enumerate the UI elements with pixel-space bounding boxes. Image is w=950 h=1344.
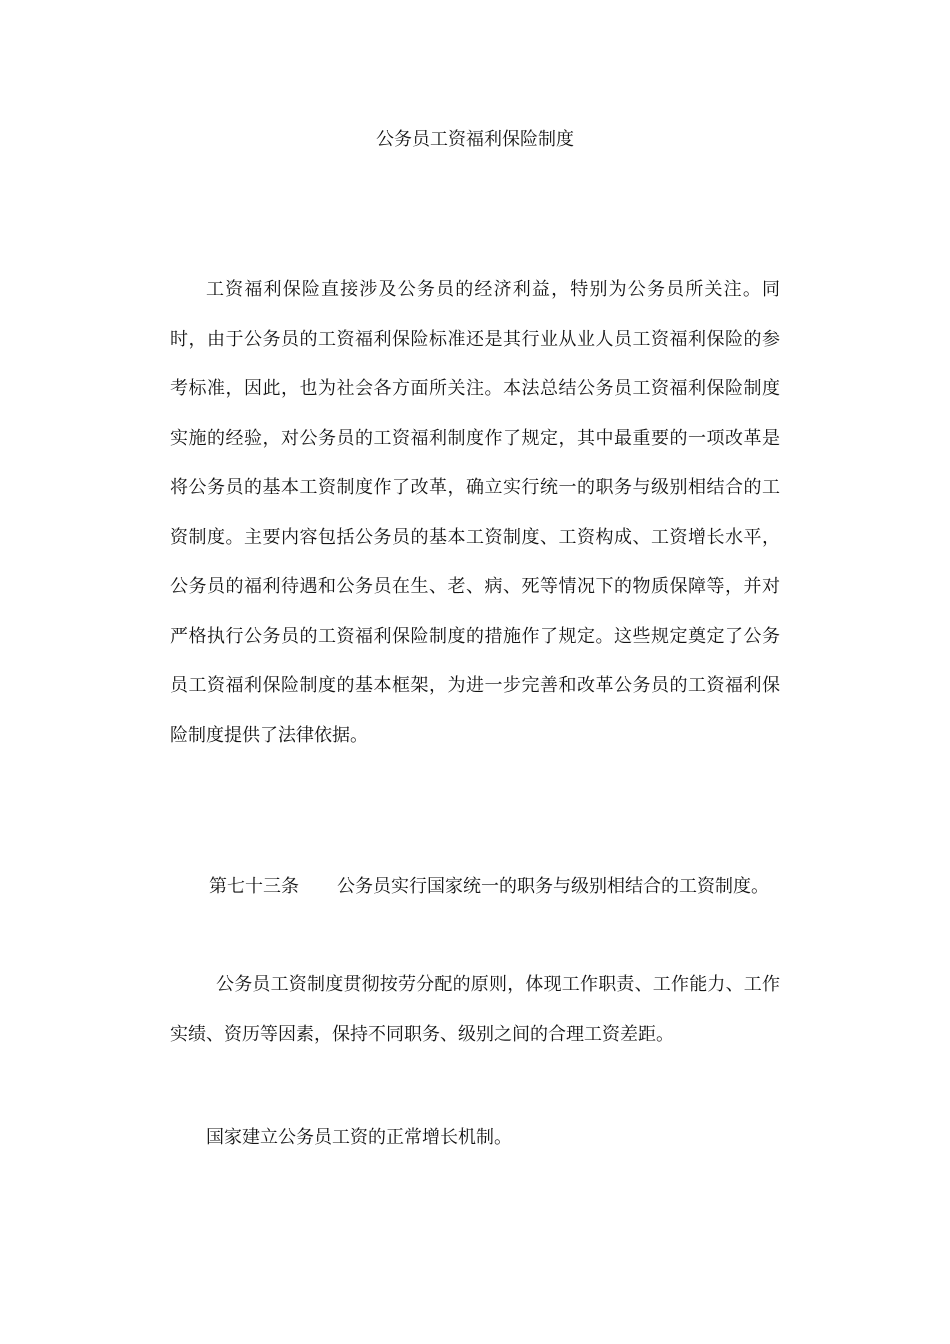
paragraph-2: 公务员工资制度贯彻按劳分配的原则，体现工作职责、工作能力、工作实绩、资历等因素，保持不同职务、级别之间的合理工资差距。	[170, 974, 780, 1045]
article-heading	[209, 872, 769, 902]
document-title: 公务员工资福利保险制度	[376, 129, 574, 150]
article-number: 第七十三条	[209, 876, 299, 897]
intro-paragraph: 工资福利保险直接涉及公务员的经济利益，特别为公务员所关注。同时，由于公务员的工资福利保险标准还是其行业从业人员工资福利保险的参考标准，因此，也为社会各方面所关注。本法总结公务员工资福利保险制度实施的经验，对公务员的工资福利制度作了规定，其中最重要的一项改革是将公务员的基本工资制度作了改革，确立实行统一的职务与级别相结合的工资制度。主要内容包括公务员的基本工资制度、工资构成、工资增长水平，公务员的福利待遇和公务员在生、老、病、死等情况下的物质保障等，并对严格执行公务员的工资福利保险制度的措施作了规定。这些规定奠定了公务员工资福利保险制度的基本框架，为进一步完善和改革公务员的工资福利保险制度提供了法律依据。	[170, 279, 780, 746]
article-text: 公务员实行国家统一的职务与级别相结合的工资制度。	[337, 876, 769, 897]
paragraph-3: 国家建立公务员工资的正常增长机制。	[206, 1127, 512, 1148]
